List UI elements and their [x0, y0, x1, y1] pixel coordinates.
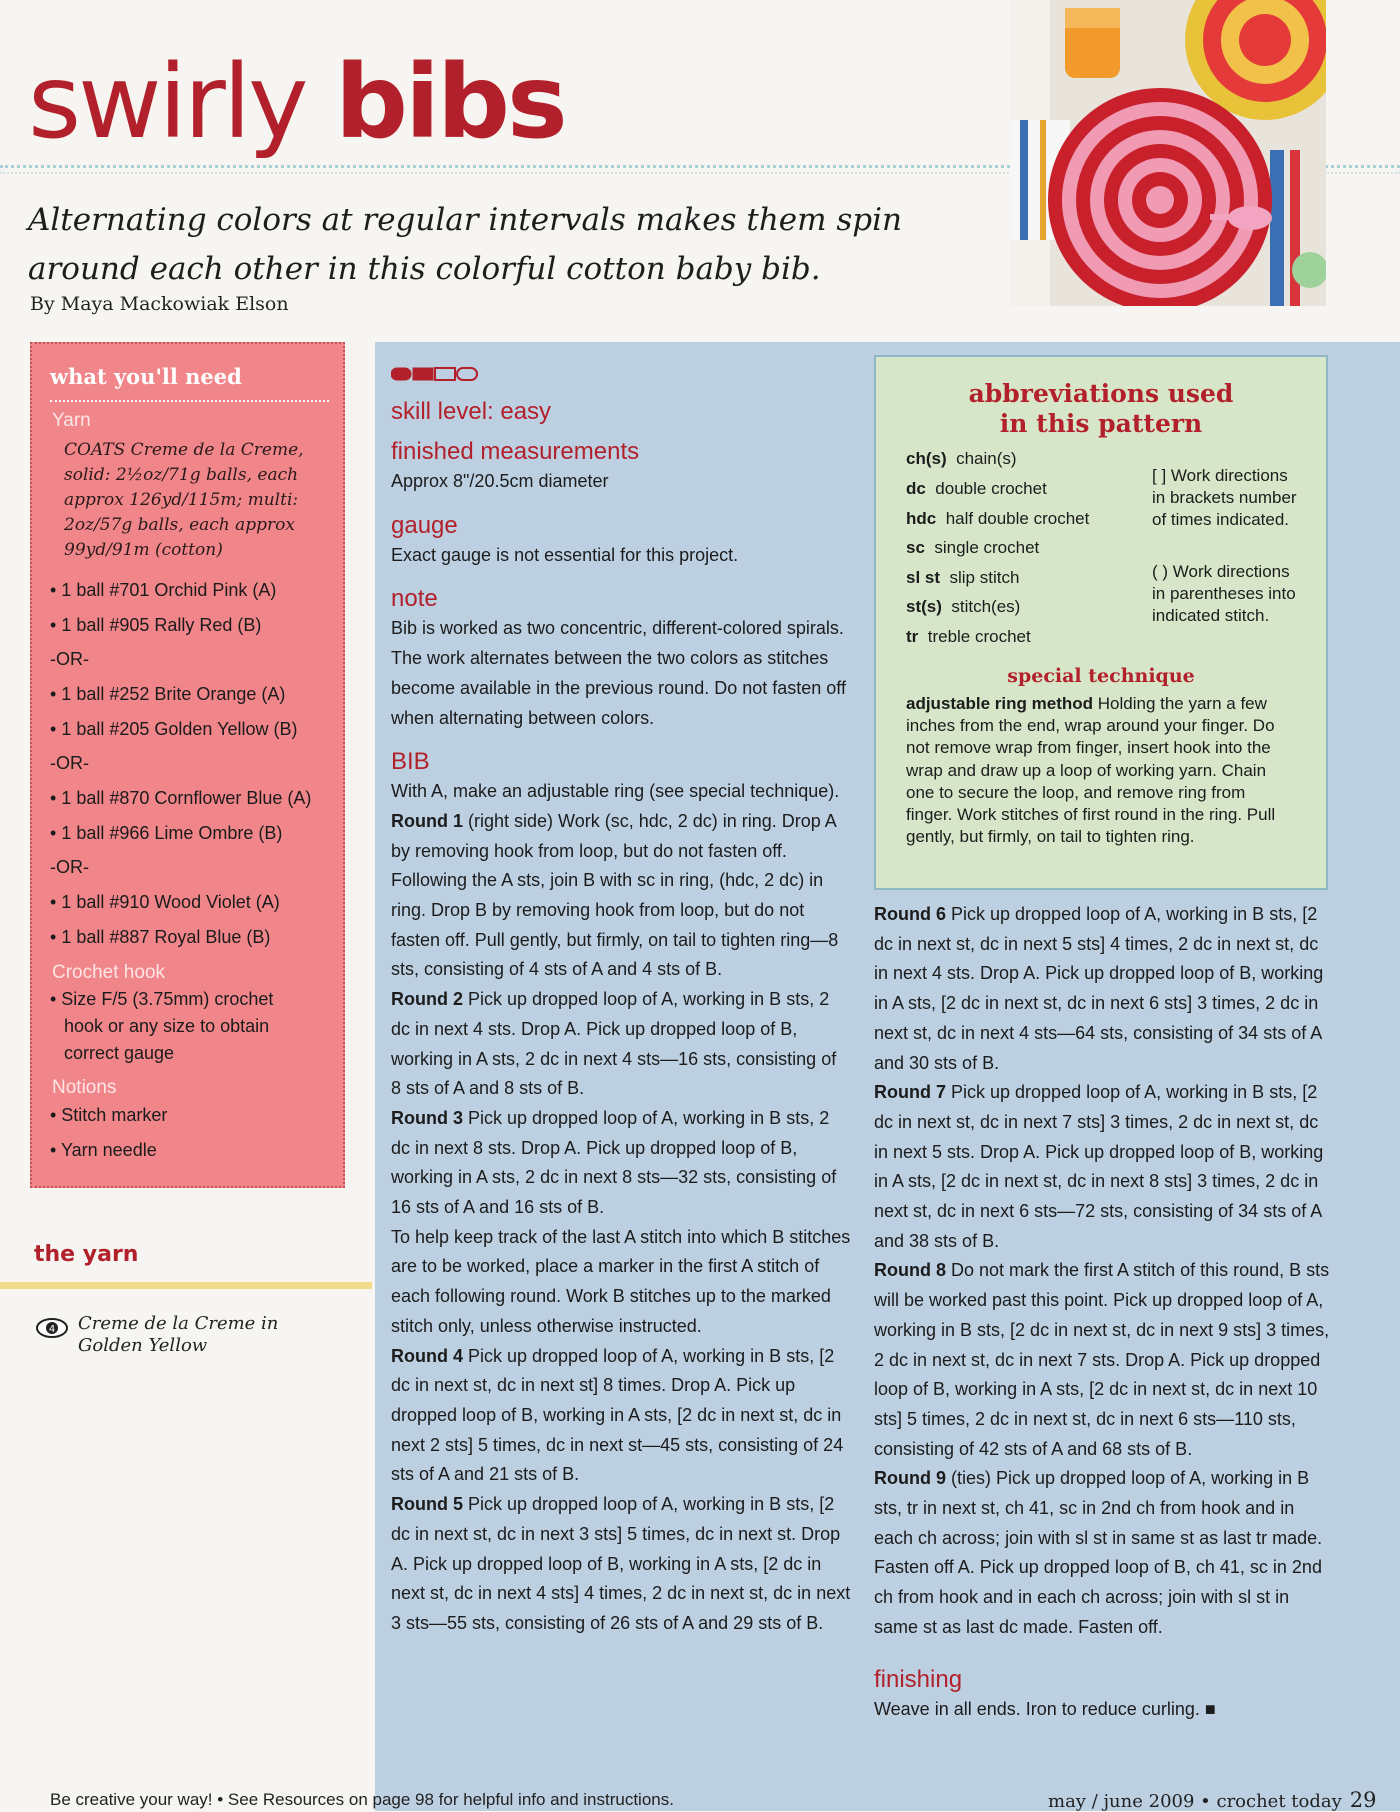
special-technique-heading: special technique: [1007, 665, 1195, 687]
gauge-heading: gauge: [391, 511, 458, 539]
round-4: [391, 1342, 851, 1491]
yarn-or: -OR-: [50, 649, 89, 669]
round-label: Round 3: [391, 1107, 463, 1128]
round-text: Pick up dropped loop of A, working in B sts, 2 dc in next 8 sts. Drop A. Pick up dropped loop of B, working in A sts, 2 dc in next 8 sts—32 sts, consisting of 16 sts of A and 16 sts of B.: [391, 1107, 837, 1218]
materials-heading: what you'll need: [50, 364, 242, 389]
round-label: Round 7: [874, 1082, 946, 1103]
yarn-label: Yarn: [52, 410, 91, 431]
yarn-description: COATS Creme de la Creme, solid: 2½oz/71g balls, each approx 126yd/115m; multi: 2oz/57g balls, each approx 99yd/91m (cotton): [64, 440, 304, 560]
measurements-heading: finished measurements: [391, 438, 640, 465]
round-9: [874, 1464, 1334, 1642]
brackets-note: [ ] Work directions in brackets number of times indicated.: [1152, 466, 1297, 529]
special-technique-text: [906, 693, 1296, 848]
parens-note: ( ) Work directions in parentheses into indicated stitch.: [1152, 562, 1296, 625]
skill-level-label: skill level: easy: [391, 398, 552, 425]
round-label: Round 4: [391, 1345, 463, 1366]
bib-intro: With A, make an adjustable ring (see special technique).: [391, 781, 840, 802]
round-7: [874, 1078, 1334, 1256]
round-8: [874, 1256, 1334, 1464]
footer-issue: may / june 2009 • crochet today: [1048, 1791, 1342, 1812]
abbr-def: stitch(es): [951, 597, 1021, 616]
round-text: Pick up dropped loop of A, working in B sts, [2 dc in next st, dc in next 7 sts] 3 times, 2 dc in next st, dc in next 5 sts. Drop A. Pick up dropped loop of B, working in A sts, [2 dc in next st, dc in next 8 sts] 3 times, 2 dc in next st, dc in next 6 sts—72 sts, consisting of 34 sts of A and 38 sts of B.: [874, 1082, 1324, 1251]
yarn-item: • 1 ball #905 Rally Red (B): [50, 615, 262, 635]
skill-segment: [435, 368, 455, 380]
abbr-def: treble crochet: [927, 627, 1031, 646]
notions-label: Notions: [52, 1077, 117, 1098]
abbreviations-title-line: in this pattern: [999, 409, 1203, 438]
abbr-term: hdc: [906, 509, 937, 528]
materials-box: [30, 342, 345, 1188]
round-3: [391, 1104, 851, 1223]
abbr-item: [906, 509, 1089, 529]
notion-item: • Yarn needle: [50, 1140, 157, 1160]
yarn-item: • 1 ball #870 Cornflower Blue (A): [50, 788, 312, 808]
title-light: swirly: [28, 43, 306, 162]
abbr-def: single crochet: [934, 538, 1040, 557]
abbreviations-title-line: abbreviations used: [968, 379, 1234, 408]
hook-line: hook or any size to obtain: [64, 1016, 270, 1036]
hook-line: • Size F/5 (3.75mm) crochet: [50, 989, 274, 1009]
finishing-heading: finishing: [874, 1665, 963, 1693]
abbr-item: [906, 568, 1019, 588]
round-text: Do not mark the first A stitch of this round, B sts will be worked past this point. Pick up dropped loop of A, working in B sts, [2 dc in next st, dc in next 9 sts] 3 times, 2 dc in next st, dc in next 7 sts. Drop A. Pick up dropped loop of B, working in A sts, [2 dc in next st, dc in next 10 sts] 5 times, 2 dc in next st, dc in next 6 sts—110 sts, consisting of 42 sts of A and 68 sts of B.: [874, 1260, 1330, 1459]
yarn-item: • 1 ball #966 Lime Ombre (B): [50, 823, 283, 843]
abbr-term: ch(s): [906, 449, 947, 468]
byline: By Maya Mackowiak Elson: [30, 293, 289, 315]
yarn-divider: [0, 1282, 372, 1289]
hook-line: correct gauge: [64, 1043, 175, 1063]
round-label: Round 2: [391, 989, 463, 1010]
page-number: 29: [1349, 1788, 1377, 1812]
yarn-item: • 1 ball #252 Brite Orange (A): [50, 684, 286, 704]
marker-tip: To help keep track of the last A stitch into which B stitches are to be worked, place a marker in the first A stitch of each following round. Work B stitches up to the marked stitch only, unless otherwise instructed.: [391, 1226, 851, 1336]
round-5: [391, 1490, 851, 1639]
round-2: [391, 985, 851, 1104]
abbr-item: [906, 627, 1031, 647]
note-heading: note: [391, 585, 438, 613]
abbr-item: [906, 479, 1047, 499]
yarn-item: • 1 ball #910 Wood Violet (A): [50, 892, 280, 912]
yarn-or: -OR-: [50, 753, 89, 773]
yarn-name: Creme de la Creme in Golden Yellow: [78, 1313, 279, 1356]
round-label: Round 9: [874, 1468, 946, 1489]
round-text: Pick up dropped loop of A, working in B sts, 2 dc in next 4 sts. Drop A. Pick up dropped loop of B, working in A sts, 2 dc in next 4 sts—16 sts, consisting of 8 sts of A and 8 sts of B.: [391, 989, 837, 1099]
abbreviations-title: [876, 379, 1326, 439]
abbreviations-box: [874, 355, 1328, 890]
round-label: Round 8: [874, 1260, 946, 1281]
abbr-term: sc: [906, 538, 925, 557]
abbr-term: st(s): [906, 597, 942, 616]
footer-right: [1048, 1788, 1377, 1812]
round-label: Round 1: [391, 810, 463, 831]
hook-label: Crochet hook: [52, 962, 166, 983]
skill-segment: [413, 368, 433, 380]
page-title: [28, 43, 565, 162]
the-yarn-heading: the yarn: [34, 1242, 139, 1267]
abbr-term: sl st: [906, 568, 941, 587]
abbr-def: double crochet: [935, 479, 1047, 498]
abbr-def: chain(s): [956, 449, 1017, 468]
pattern-column-right: [874, 900, 1334, 1724]
round-1: [391, 807, 851, 985]
abbr-term: tr: [906, 627, 919, 646]
pattern-column-left: [391, 398, 851, 1639]
abbr-item: [906, 449, 1017, 469]
skill-segment: [391, 368, 411, 380]
round-text: Pick up dropped loop of A, working in B sts, [2 dc in next st, dc in next 5 sts] 4 times, 2 dc in next st, dc in next 4 sts. Drop A. Pick up dropped loop of B, working in A sts, [2 dc in next st, dc in next 6 sts] 3 times, 2 dc in next st, dc in next 4 sts—64 sts, consisting of 34 sts of A and 30 sts of B.: [874, 904, 1324, 1073]
round-text: Pick up dropped loop of A, working in B sts, [2 dc in next st, dc in next st] 8 times. Drop A. Pick up dropped loop of B, working in A sts, [2 dc in next st, dc in next 2 sts] 5 times, dc in next st—45 sts, consisting of 24 sts of A and 21 sts of B.: [391, 1345, 844, 1485]
skill-segment: [457, 368, 477, 380]
round-text: (ties) Pick up dropped loop of A, working in B sts, tr in next st, ch 41, sc in 2nd ch from hook and in each ch across; join with sl st in same st as last tr made. Fasten off A. Pick up dropped loop of B, ch 41, sc in 2nd ch from hook and in each ch across; join with sl st in same st as last dc made. Fasten off.: [874, 1468, 1323, 1637]
abbr-item: [906, 597, 1020, 617]
round-text: Pick up dropped loop of A, working in B sts, [2 dc in next st, dc in next 3 sts] 5 times, dc in next st. Drop A. Pick up dropped loop of B, working in A sts, [2 dc in next st, dc in next 4 sts] 4 times, 2 dc in next st, dc in next 3 sts—55 sts, consisting of 26 sts of A and 29 sts of B.: [391, 1494, 851, 1633]
abbr-def: half double crochet: [945, 509, 1090, 528]
round-label: Round 6: [874, 904, 946, 924]
notion-item: • Stitch marker: [50, 1105, 168, 1125]
round-text: (right side) Work (sc, hdc, 2 dc) in ring. Drop A by removing hook from loop, but do not fasten off. Following the A sts, join B with sc in ring, (hdc, 2 dc) in ring. Drop B by removing hook from loop, but do not fasten off. Pull gently, but firmly, on tail to tighten ring—8 sts, consisting of 4 sts of A and 4 sts of B.: [391, 810, 839, 980]
skill-level-meter: [391, 365, 491, 383]
subtitle: Alternating colors at regular intervals makes them spin around each other in this colorful cotton baby bib.: [28, 202, 903, 287]
materials-divider: [50, 400, 329, 402]
abbr-item: [906, 538, 1039, 558]
measurements-text: Approx 8"/20.5cm diameter: [391, 471, 609, 491]
yarn-weight-icon: [36, 1318, 68, 1338]
yarn-item: • 1 ball #701 Orchid Pink (A): [50, 580, 277, 600]
gauge-text: Exact gauge is not essential for this project.: [391, 544, 739, 565]
round-label: Round 5: [391, 1494, 463, 1515]
abbr-term: dc: [906, 479, 926, 498]
note-text: Bib is worked as two concentric, different-colored spirals. The work alternates between the two colors as stitches become available in the previous round. Do not fasten off when alternating between colors.: [391, 618, 846, 728]
round-6: [874, 900, 1334, 1078]
bib-photo-illustration: [1010, 0, 1326, 306]
yarn-item: • 1 ball #205 Golden Yellow (B): [50, 719, 298, 739]
abbr-def: slip stitch: [949, 568, 1020, 587]
special-technique-term: adjustable ring method: [906, 694, 1094, 713]
bib-photo: [1010, 0, 1326, 306]
yarn-weight-number: 4: [48, 1324, 56, 1335]
footer-left: Be creative your way! • See Resources on page 98 for helpful info and instructions.: [50, 1790, 674, 1809]
special-technique-body: Holding the yarn a few inches from the end, wrap around your finger. Do not remove wrap from finger, insert hook into the wrap and draw up a loop of working yarn. Chain one to secure the loop, and remove ring from finger. Work stitches of first round in the ring. Pull gently, but firmly, on tail to tighten ring.: [906, 694, 1276, 847]
bib-heading: BIB: [391, 748, 430, 776]
finishing-text: Weave in all ends. Iron to reduce curling. ■: [874, 1698, 1216, 1719]
yarn-item: • 1 ball #887 Royal Blue (B): [50, 927, 271, 947]
title-bold: bibs: [334, 43, 565, 162]
yarn-or: -OR-: [50, 857, 89, 877]
